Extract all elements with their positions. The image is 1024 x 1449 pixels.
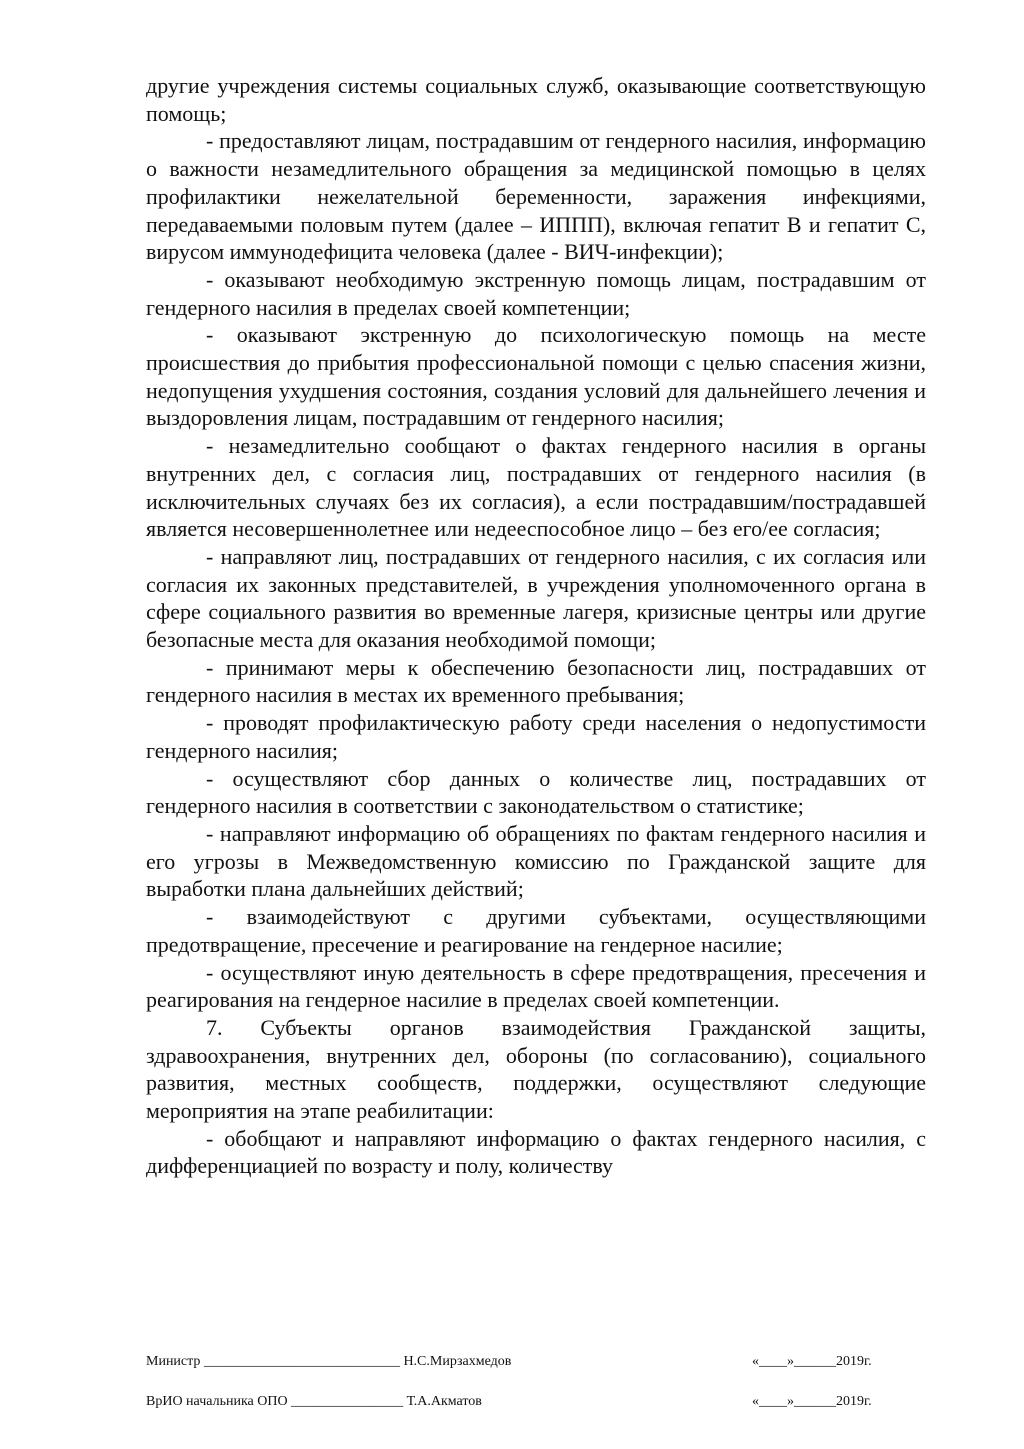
- minister-signature-line: [146, 1353, 511, 1371]
- paragraph-generalize-info: - обобщают и направляют информацию о фактах гендерного насилия, с дифференциацией по возрасту и полу, количеству: [146, 1125, 926, 1179]
- paragraph-emergency-help: - оказывают необходимую экстренную помощь лицам, пострадавшим от гендерного насилия в пределах своей компетенции;: [146, 266, 926, 320]
- paragraph-psychological-help: - оказывают экстренную до психологическую помощь на месте происшествия до прибытия профессиональной помощи с целью спасения жизни, недопущения ухудшения состояния, создания условий для дальнейшего лечения и выздоровления лицам, пострадавшим от гендерного насилия;: [146, 322, 926, 431]
- acting-name: Т.А.Акматов: [406, 1394, 482, 1409]
- paragraph-cooperation: - взаимодействуют с другими субъектами, осуществляющими предотвращение, пресечение и реагирование на гендерное насилие;: [146, 904, 926, 957]
- paragraph-prevention-work: - проводят профилактическую работу среди населения о недопустимости гендерного насилия;: [146, 710, 926, 763]
- acting-label: ВрИО начальника ОПО: [146, 1394, 288, 1409]
- paragraph-data-collection: - осуществляют сбор данных о количестве лиц, пострадавших от гендерного насилия в соответствии с законодательством о статистике;: [146, 765, 926, 819]
- minister-blank-line: ____________________________: [203, 1354, 400, 1369]
- document-body: [146, 72, 926, 1180]
- paragraph-information-commission: - направляют информацию об обращениях по фактам гендерного насилия и его угрозы в Межведомственную комиссию по Гражданской защите для выработки плана дальнейших действий;: [146, 820, 926, 902]
- minister-label: Министр: [146, 1354, 201, 1369]
- minister-date: «____»______2019г.: [752, 1354, 872, 1369]
- acting-date: «____»______2019г.: [752, 1394, 872, 1409]
- paragraph-referral: - направляют лиц, пострадавших от гендерного насилия, с их согласия или согласия их законных представителей, в учреждения уполномоченного органа в сфере социального развития во временные лагеря, кризисные центры или другие безопасные места для оказания необходимой помощи;: [146, 543, 926, 653]
- acting-signature-line: [146, 1393, 482, 1411]
- acting-blank-line: ________________: [291, 1394, 404, 1409]
- minister-name: Н.С.Мирзахмедов: [403, 1354, 512, 1369]
- paragraph-safety-measures: - принимают меры к обеспечению безопасности лиц, пострадавших от гендерного насилия в местах их временного пребывания;: [146, 654, 926, 708]
- paragraph-report-police: - незамедлительно сообщают о фактах гендерного насилия в органы внутренних дел, с согласия лиц, пострадавших от гендерного насилия (в исключительных случаях без их согласия), а если пострадавшим/пострадавшей является несовершеннолетнее или недееспособное лицо – без его/ее согласия;: [146, 433, 926, 542]
- paragraph-continuation: другие учреждения системы социальных служб, оказывающие соответствующую помощь;: [146, 73, 926, 126]
- paragraph-other-activities: - осуществляют иную деятельность в сфере предотвращения, пресечения и реагирования на гендерное насилие в пределах своей компетенции.: [146, 959, 926, 1013]
- paragraph-information: - предоставляют лицам, пострадавшим от гендерного насилия, информацию о важности незамедлительного обращения за медицинской помощью в целях профилактики нежелательной беременности, заражения инфекциями, передаваемыми половым путем (далее – ИППП), включая гепатит В и гепатит С, вирусом иммунодефицита человека (далее - ВИЧ-инфекции);: [146, 128, 926, 265]
- paragraph-section-7: 7. Субъекты органов взаимодействия Гражданской защиты, здравоохранения, внутренних дел, обороны (по согласованию), социального развития, местных сообществ, поддержки, осуществляют следующие мероприятия на этапе реабилитации:: [146, 1014, 926, 1124]
